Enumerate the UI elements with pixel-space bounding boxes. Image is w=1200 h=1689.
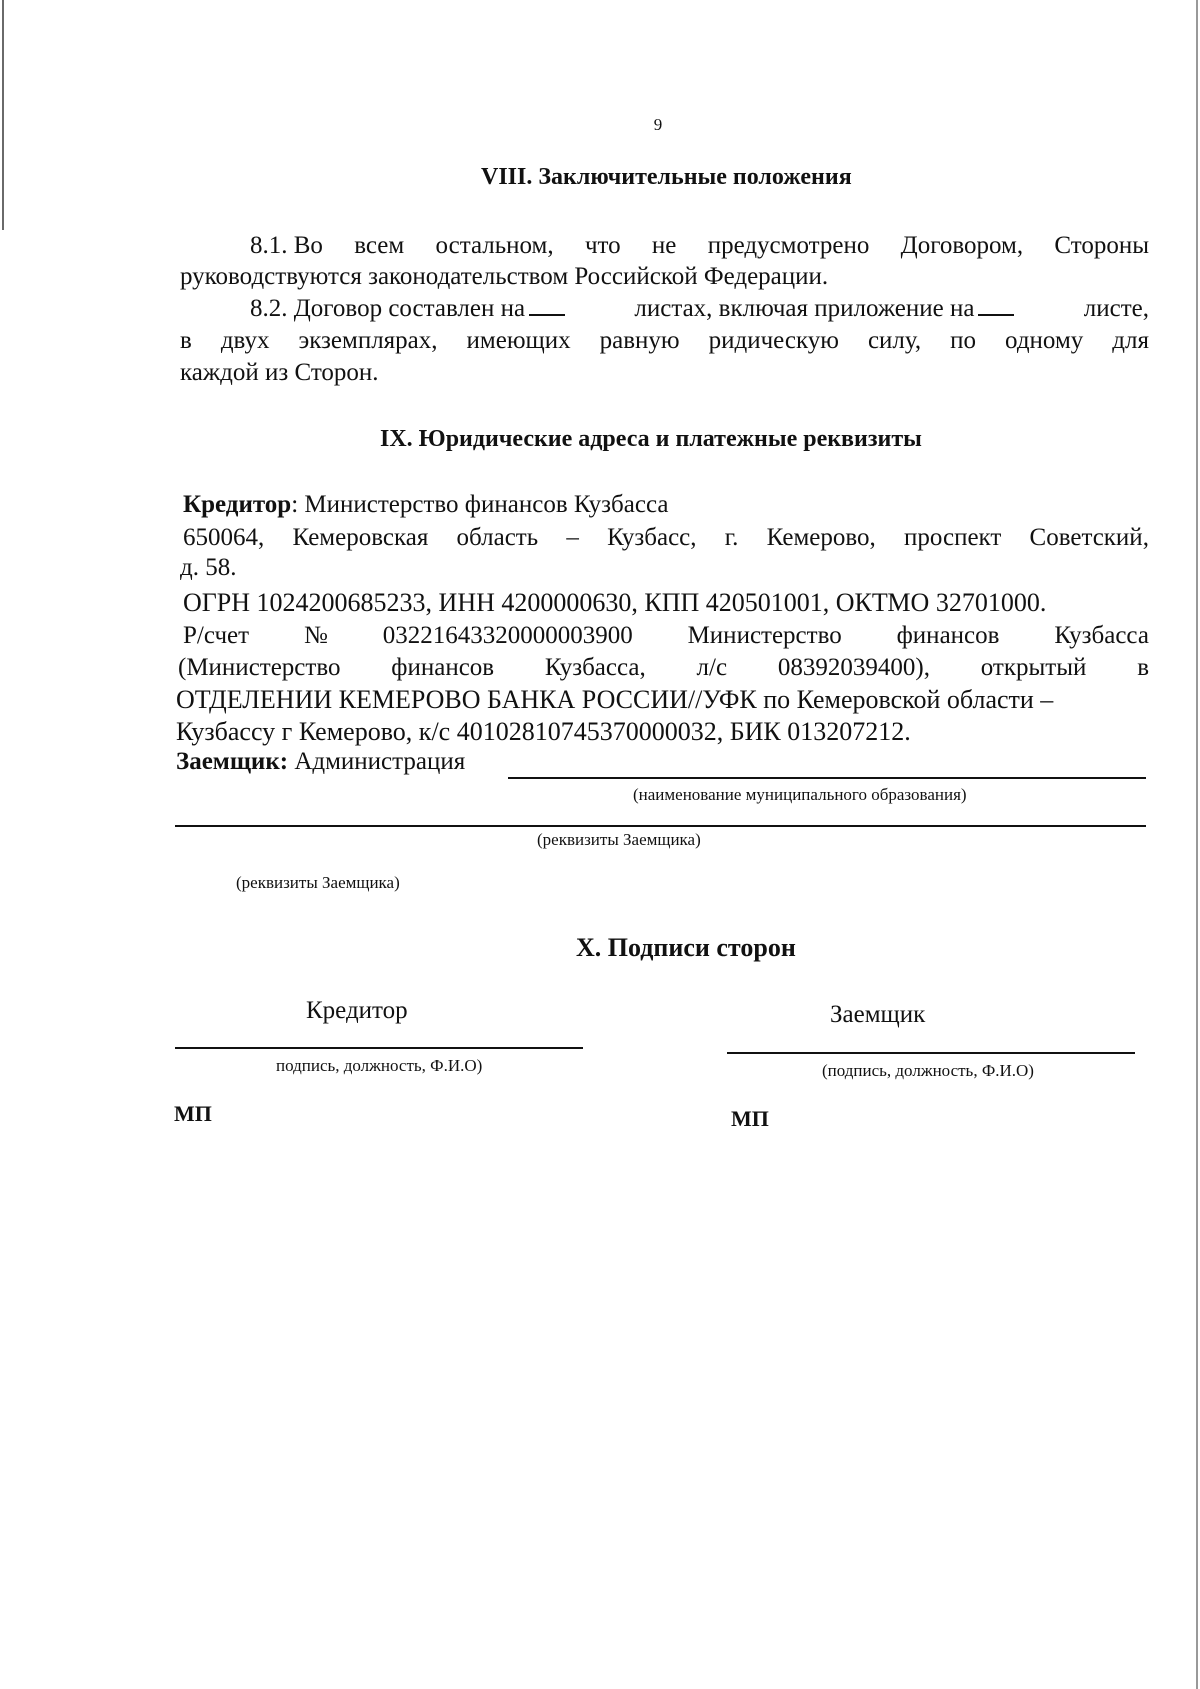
word: Р/счет: [183, 622, 250, 649]
word: Стороны: [1054, 232, 1149, 259]
borrower-name-underline: [508, 777, 1146, 779]
stamp-placeholder-creditor: МП: [174, 1101, 212, 1126]
word: открытый: [980, 654, 1087, 681]
word: равную: [599, 327, 680, 354]
signature-creditor-heading: Кредитор: [306, 997, 408, 1024]
word: экземплярах,: [298, 327, 438, 354]
borrower-signature-caption: (подпись, должность, Ф.И.О): [822, 1061, 1034, 1080]
word: имеющих: [466, 327, 571, 354]
borrower-requisites-underline: [175, 825, 1146, 827]
creditor-signature-caption: подпись, должность, Ф.И.О): [276, 1056, 483, 1075]
word: ридическую: [708, 327, 839, 354]
creditor-ids: ОГРН 1024200685233, ИНН 4200000630, КПП 420501001, ОКТМО 32701000.: [183, 588, 1047, 617]
word: Кемеровская: [292, 524, 429, 551]
word: в: [180, 327, 192, 354]
word: 8.1. Во: [250, 232, 323, 259]
borrower-text: Администрация: [294, 748, 466, 775]
borrower-label: Заемщик:: [176, 748, 289, 775]
borrower-line: [176, 746, 465, 777]
word: одному: [1005, 327, 1084, 354]
blank-sheets-field: [529, 294, 565, 316]
borrower-signature-line: [727, 1052, 1135, 1054]
section-8-title: VIII. Заключительные положения: [481, 164, 852, 190]
creditor-label: Кредитор: [183, 491, 292, 518]
account-line1: [183, 620, 1149, 651]
word: проспект: [903, 524, 1002, 551]
caption-municipal-name: (наименование муниципального образования): [633, 785, 967, 804]
account-line4: Кузбассу г Кемерово, к/с 40102810745370000032, БИК 013207212.: [176, 717, 911, 746]
word: силу,: [867, 327, 922, 354]
scan-right-edge-line: [1196, 0, 1198, 1689]
p2-text-c: листе,: [1083, 295, 1149, 322]
section-8-p1-line1: [180, 230, 1149, 261]
word: Кузбасс,: [607, 524, 697, 551]
word: Кузбасса,: [544, 654, 646, 681]
page-number: 9: [653, 115, 663, 134]
word: Советский,: [1029, 524, 1149, 551]
section-8-p2-line3: каждой из Сторон.: [180, 359, 379, 386]
word: что: [584, 232, 621, 259]
word: остальном,: [435, 232, 554, 259]
caption-borrower-requisites-2: (реквизиты Заемщика): [236, 873, 400, 892]
word: Договором,: [900, 232, 1024, 259]
word: №: [303, 622, 328, 649]
word: 03221643320000003900: [382, 622, 633, 649]
account-line3: ОТДЕЛЕНИИ КЕМЕРОВО БАНКА РОССИИ//УФК по Кемеровской области –: [176, 685, 1054, 714]
p2-text-b: листах, включая приложение на: [634, 293, 1018, 324]
word: (Министерство: [178, 654, 341, 681]
p2-text-a: 8.2. Договор составлен на: [250, 293, 569, 324]
creditor-name: : Министерство финансов Кузбасса: [291, 491, 669, 518]
creditor-address-line1: [183, 522, 1149, 553]
word: финансов: [896, 622, 1000, 649]
word: предусмотрено: [707, 232, 870, 259]
section-8-p1-line2: руководствуются законодательством Российской Федерации.: [180, 263, 829, 290]
section-8-p2-line2: [180, 325, 1149, 356]
signature-borrower-heading: Заемщик: [830, 1001, 926, 1028]
section-10-title: X. Подписи сторон: [576, 933, 796, 962]
caption-borrower-requisites-1: (реквизиты Заемщика): [537, 830, 701, 849]
account-line2: [178, 652, 1149, 683]
word: 650064,: [183, 524, 265, 551]
creditor-line: [183, 489, 668, 520]
creditor-signature-line: [175, 1047, 583, 1049]
word: финансов: [391, 654, 495, 681]
word: г.: [724, 524, 739, 551]
section-8-p2-line1: [180, 293, 1149, 324]
blank-appendix-field: [978, 294, 1014, 316]
word: Кемерово,: [766, 524, 876, 551]
word: для: [1112, 327, 1149, 354]
word: 08392039400),: [777, 654, 930, 681]
word: Кузбасса: [1054, 622, 1149, 649]
word: всем: [354, 232, 405, 259]
word: не: [651, 232, 677, 259]
word: Министерство: [687, 622, 842, 649]
word: область: [456, 524, 539, 551]
word: по: [950, 327, 977, 354]
word: л/с: [696, 654, 728, 681]
stamp-placeholder-borrower: МП: [731, 1106, 769, 1131]
creditor-address-line2: д. 58.: [180, 554, 237, 581]
word: двух: [220, 327, 270, 354]
word: –: [566, 524, 579, 551]
section-9-title: IX. Юридические адреса и платежные реквизиты: [380, 426, 922, 452]
word: в: [1137, 654, 1149, 681]
